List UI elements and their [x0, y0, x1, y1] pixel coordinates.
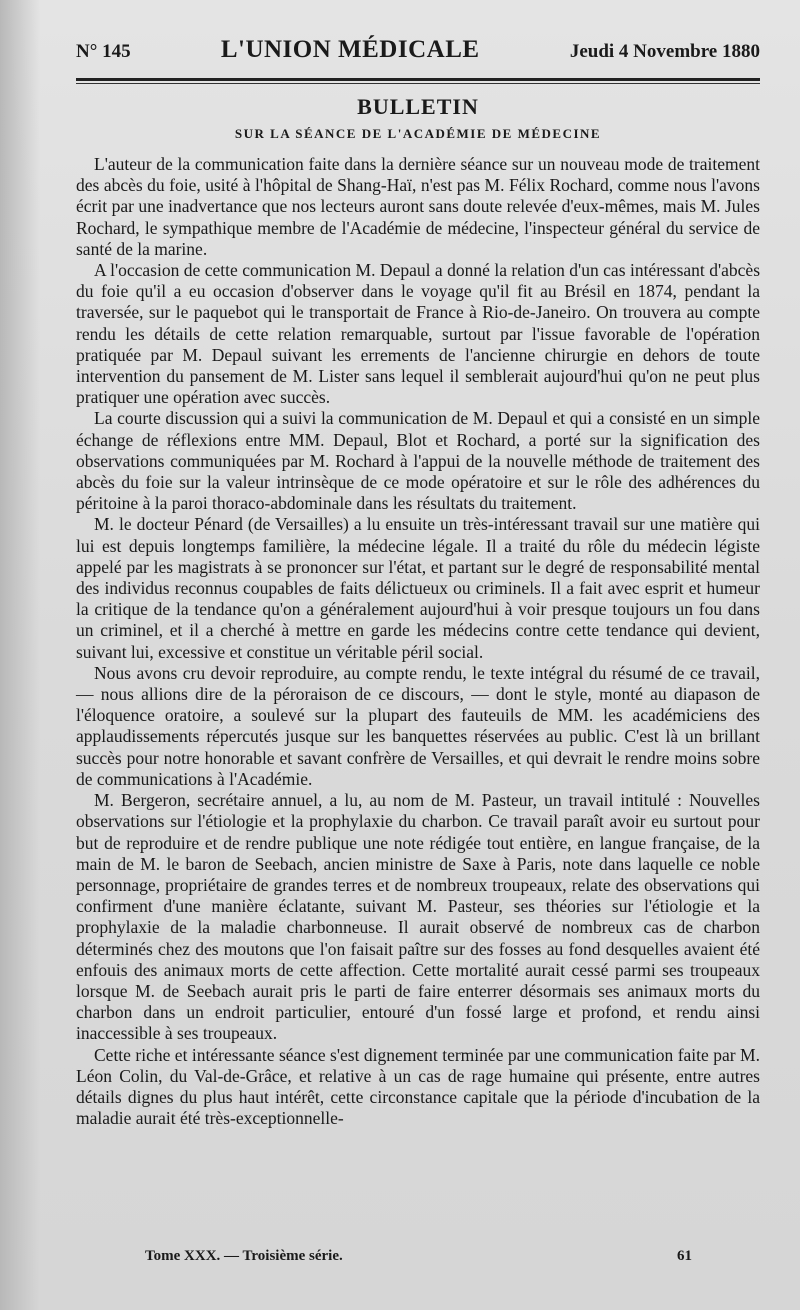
volume-label: Tome XXX. — Troisième série.	[145, 1248, 343, 1264]
paragraph-7: Cette riche et intéressante séance s'est dignement terminée par une communication faite par M. Léon Colin, du Val-de-Grâce, et relative à un cas de rage humaine qui présente, entre autres détails dignes du plus haut intérêt, cette circonstance capitale que la période d'incubation de la maladie aurait été très-exceptionnelle-	[76, 1044, 760, 1129]
page-number: 61	[677, 1248, 692, 1264]
article-body	[76, 154, 760, 1129]
paragraph-4: M. le docteur Pénard (de Versailles) a lu ensuite un très-intéressant travail sur une matière qui lui est depuis longtemps familière, la médecine légale. Il a traité du rôle du médecin légiste appelé par les magistrats à se prononcer sur l'état, et partant sur le degré de responsabilité mental des individus reconnus coupables de faits délictueux ou criminels. Il a fait avec esprit et humeur la critique de la tendance qu'on a généralement aujourd'hui à voir presque toujours un fou dans un criminel, et il a cherché à mettre en garde les médecins contre cette tendance qui devient, suivant lui, excessive et constitue un véritable péril social.	[76, 514, 760, 662]
publication-title: L'UNION MÉDICALE	[220, 36, 480, 63]
issue-date: Jeudi 4 Novembre 1880	[569, 41, 760, 62]
masthead	[76, 36, 760, 64]
header-rule-thick	[76, 78, 760, 81]
section-subtitle: SUR LA SÉANCE DE L'ACADÉMIE DE MÉDECINE	[234, 126, 602, 141]
page-footer	[145, 1248, 692, 1265]
page-edge-shadow	[0, 0, 40, 1310]
paragraph-2: A l'occasion de cette communication M. Depaul a donné la relation d'un cas intéressant d'abcès du foie qu'il a eu occasion d'observer dans le voyage qu'il fit au Brésil en 1874, pendant la traversée, sur le paquebot qui le transportait de France à Rio-de-Janeiro. On trouvera au compte rendu les détails de cette relation remarquable, surtout par l'issue favorable de l'opération pratiquée par M. Depaul suivant les errements de l'ancienne chirurgie en dehors de toute intervention du pansement de M. Lister sans lequel il semblerait aujourd'hui qu'on ne peut plus pratiquer une opération avec succès.	[76, 260, 760, 408]
section-title: BULLETIN	[357, 94, 479, 119]
paragraph-1: L'auteur de la communication faite dans la dernière séance sur un nouveau mode de traitement des abcès du foie, usité à l'hôpital de Shang-Haï, n'est pas M. Félix Rochard, comme nous l'avons écrit par une inadvertance que nos lecteurs auront sans doute relevée d'eux-mêmes, mais M. Jules Rochard, le sympathique membre de l'Académie de médecine, l'inspecteur général du service de santé de la marine.	[76, 154, 760, 259]
header-rule-thin	[76, 83, 760, 84]
issue-number: N° 145	[76, 41, 131, 62]
paragraph-6: M. Bergeron, secrétaire annuel, a lu, au nom de M. Pasteur, un travail intitulé : Nouvelles observations sur l'étiologie et la prophylaxie du charbon. Ce travail paraît avoir eu surtout pour but de reproduire et de rendre publique une note rédigée tout entière, en langue française, de la main de M. le baron de Seebach, ancien ministre de Saxe à Paris, note dans laquelle ce noble personnage, propriétaire de grandes terres et de nombreux troupeaux, relate des observations qui confirment d'une manière éclatante, suivant M. Pasteur, ses théories sur l'étiologie et la prophylaxie de la maladie charbonneuse. Il aurait observé de nombreux cas de charbon déterminés chez des moutons que l'on faisait paître sur des fosses au fond desquelles avaient été enfouis des animaux morts de cette affection. Cette mortalité aurait cessé parmi ses troupeaux lorsque M. de Seebach aurait pris le parti de faire enterrer désormais ses animaux morts du charbon dans un endroit particulier, entouré d'un fossé large et profond, et rendu ainsi inaccessible à ses troupeaux.	[76, 790, 760, 1044]
paragraph-5: Nous avons cru devoir reproduire, au compte rendu, le texte intégral du résumé de ce travail, — nous allions dire de la péroraison de ce discours, — dont le style, monté au diapason de l'éloquence oratoire, a soulevé sur la plupart des fauteuils de MM. les académiciens des applaudissements répercutés jusque sur les banquettes réservées au public. C'est là un brillant succès pour notre honorable et savant confrère de Versailles, et qui devrait le rendre moins sobre de communications à l'Académie.	[76, 662, 760, 789]
paragraph-3: La courte discussion qui a suivi la communication de M. Depaul et qui a consisté en un simple échange de réflexions entre MM. Depaul, Blot et Rochard, a porté sur la signification des observations communiquées par M. Rochard à l'appui de la nouvelle méthode de traitement des abcès du foie sur la valeur intrinsèque de ce mode opératoire et sur le rôle des adhérences du péritoine à la paroi thoraco-abdominale dans les résultats du traitement.	[76, 408, 760, 514]
